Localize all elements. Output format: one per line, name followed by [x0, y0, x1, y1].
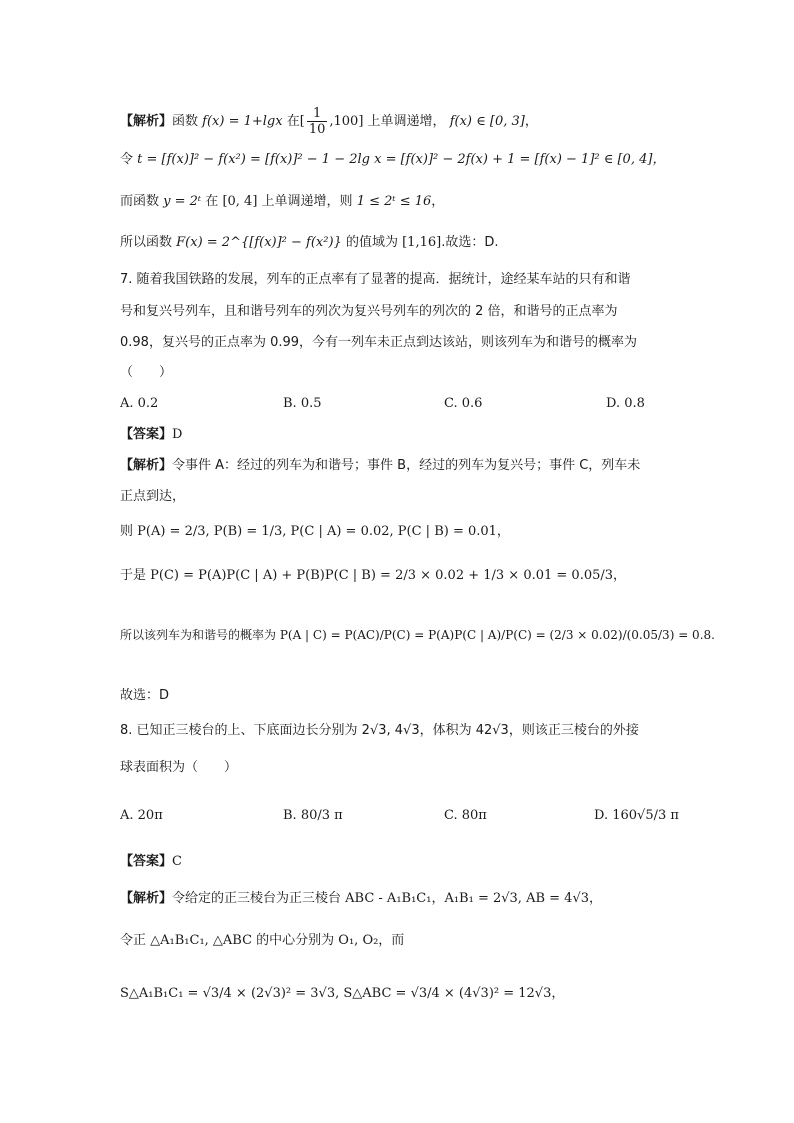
q7-option-d: D. 0.8 — [606, 396, 645, 411]
q7-explanation-line-1: 【解析】令事件 A：经过的列车为和谐号；事件 B，经过的列车为复兴号；事件 C，列车未 — [120, 458, 641, 473]
q7-explanation-line-2: 正点到达， — [120, 489, 186, 504]
q6-explanation-line-1: 【解析】函数 f(x) = 1+lgx 在[ $\frac{1}{10}$ ,100] 上单调递增， f(x) ∈ [0, 3]， — [120, 106, 538, 137]
answer-label: 【答案】 — [120, 854, 173, 869]
explanation-label: 【解析】 — [120, 114, 173, 129]
q7-conclusion: 故选：D — [120, 688, 170, 703]
q8-explanation-line-3: S△A₁B₁C₁ = √3/4 × (2√3)² = 3√3, S△ABC = √3/4 × (4√3)² = 12√3， — [120, 986, 565, 1001]
q8-stem-line-1: 8. 已知正三棱台的上、下底面边长分别为 2√3, 4√3，体积为 42√3，则该正三棱台的外接 — [120, 723, 639, 738]
explanation-label: 【解析】 — [120, 458, 173, 473]
q7-answer — [120, 425, 680, 445]
q8-explanation-line-1: 【解析】令给定的正三棱台为正三棱台 ABC - A₁B₁C₁，A₁B₁ = 2√3, AB = 4√3， — [120, 891, 602, 906]
q8-option-c: C. 80π — [444, 808, 487, 823]
q8-explanation-line-2: 令正 △A₁B₁C₁, △ABC 的中心分别为 O₁, O₂，而 — [120, 933, 405, 948]
explanation-label: 【解析】 — [120, 891, 173, 906]
q7-stem-line-2: 号和复兴号列车，且和谐号列车的列次为复兴号列车的列次的 2 倍，和谐号的正点率为 — [120, 304, 618, 319]
q8-option-d: D. 160√5/3 π — [594, 808, 679, 823]
q7-stem-line-4: （ ） — [120, 365, 173, 380]
q7-explanation-line-5: 所以该列车为和谐号的概率为 P(A | C) = P(AC)/P(C) = P(A)P(C | A)/P(C) = (2/3 × 0.02)/(0.05/3) = 0.8. — [120, 628, 715, 642]
q7-stem-line-3: 0.98，复兴号的正点率为 0.99，今有一列车未正点到达该站，则该列车为和谐号的概率为 — [120, 335, 638, 350]
q8-stem-line-2: 球表面积为（ ） — [120, 760, 238, 775]
q7-stem-line-1: 7. 随着我国铁路的发展，列车的正点率有了显著的提高．据统计，途经某车站的只有和谐 — [120, 272, 631, 287]
answer-value: D — [172, 427, 183, 442]
q7-option-b: B. 0.5 — [283, 396, 322, 411]
answer-value: C — [172, 854, 182, 869]
q8-option-b: B. 80/3 π — [283, 808, 343, 823]
q7-explanation-line-3: 则 P(A) = 2/3, P(B) = 1/3, P(C | A) = 0.02, P(C | B) = 0.01， — [120, 524, 510, 539]
q8-option-a: A. 20π — [120, 808, 163, 823]
q7-explanation-line-4: 于是 P(C) = P(A)P(C | A) + P(B)P(C | B) = 2/3 × 0.02 + 1/3 × 0.01 = 0.05/3， — [120, 568, 627, 583]
q6-explanation-line-2: 令 t = [f(x)]² − f(x²) = [f(x)]² − 1 − 2lg x = [f(x)]² − 2f(x) + 1 = [f(x) − 1]² ∈ [0, 4]， — [120, 152, 666, 167]
q6-explanation-line-3: 而函数 y = 2ᵗ 在 [0, 4] 上单调递增，则 1 ≤ 2ᵗ ≤ 16， — [120, 194, 445, 209]
q7-option-c: C. 0.6 — [444, 396, 483, 411]
q6-explanation-line-4: 所以函数 F(x) = 2^{[f(x)]² − f(x²)} 的值域为 [1,16].故选：D. — [120, 235, 499, 250]
q8-answer — [120, 852, 680, 872]
answer-label: 【答案】 — [120, 427, 173, 442]
q7-option-a: A. 0.2 — [120, 396, 159, 411]
